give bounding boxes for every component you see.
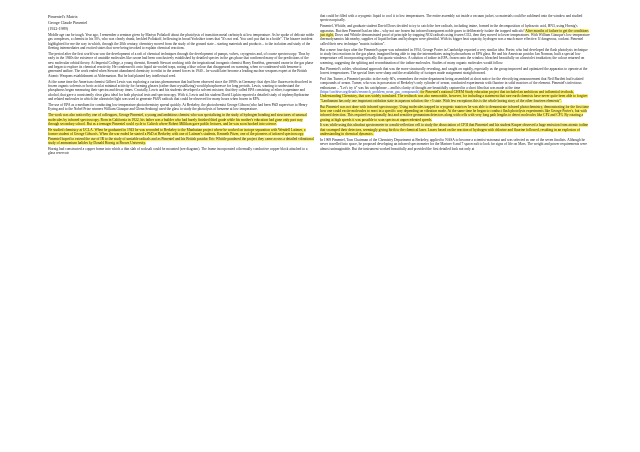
paragraph xyxy=(320,77,590,103)
paragraph xyxy=(48,103,314,112)
paragraph-text: Middle age can be tough. Year ago, I remember a seminar given by Martyn Poliakoff about the photolysis of transition metal carbonyls at low temperature. As he spoke of delicate noble gas complexes, a chemist in his 50's, who was clearly drunk, heckled Poliakoff, bellowing in broad Yorkshire tones that "It's not real. You can't put that in a bottle". The bizarre incident highlighted for me the way in which, through the 20th century, chemistry moved from the study of the ground state – starting materials and products – to the isolation and study of the fleeting intermediates and excited states that were being invoked to explain chemical reactions. xyxy=(48,32,314,50)
paragraph xyxy=(48,80,314,102)
paragraph-text: that could be filled with a cryogenic liquid to cool it to low temperatures. The entire assembly sat inside a vacuum jacket, so materials could be sublimed onto the window and studied spectroscopically. xyxy=(320,14,583,23)
document-title: Pimentel's Matrix xyxy=(48,14,78,19)
document-dates: (1922-1989) xyxy=(48,25,68,31)
paragraph xyxy=(48,147,314,156)
paragraph-text: In 1969 Pimentel, Tom Chairman of the Chemistry Department at Berkeley, applied to NASA to become a scientist-astronaut and was selected as one of the seven finalists. Although he never travelled into space, he proposed developing an infrared spectrometer for the Mariner 6 and 7 spacecraft to look for signs of life on Mars. The weight and power requirements were almost unimaginable. But the instrument worked beautifully and provided the first detailed look not only at xyxy=(320,138,587,151)
paragraph-text: But Pimentel's colder, vibrational approach that was the more structurally revealing, and caught on rapidly, especially as the group improved and optimized the apparatus to operate at the lowest temperatures. The special lines were sharp and the availability of isotopes made assignment straightforward. xyxy=(320,66,588,75)
paragraph-text: Hornig had constructed a copper frame into which a thin slab of rocksalt could be mounted (see diagram). The frame incorporated a thermally conductive copper block attached to a glass reservoir xyxy=(48,146,308,156)
paragraph xyxy=(48,128,314,145)
highlighted-text: After months of failure to get the conditions just right, xyxy=(320,28,589,37)
highlighted-text: But Pimentel was not done with infrared spectroscopy. Using molecules trapped in cryogenic matrices he was able to demonstrate infrared photochemistry, demonstrating for the first time how one could excite molecules to react in a specific way depending on vibration mode. At the same time he began to conduct flash photolysis experiments like George Porter's, but with infrared detection. This required exceptionally fast and sensitive germanium detectors along with cells with very long path lengths to detect molecules like CF2 and CF3. By rotating a grating at high speeds it was possible to scan spectra at unprecedented speeds. xyxy=(320,104,589,122)
paragraph-text: The period after the first world war saw the development of a raft of chemical techniques through the development of pumps, valves, cryogenics and, of course spectroscopy. Thus by early in the 1940s the existence of unstable molecules like ozone had been conclusively established by detailed species in the gas phase that confirmed many of the predictions of the new molecular orbital theory. At Imperial College, a young chemist, Kenneth Stewart working with the inspirational inorganic chemist Harry Emeléus, generated ozone in the gas phase and began to explore its chemical reactivity. He condensed it onto liquid air-cooled traps, noting a blue colour that disappeared on warming, when co-condensed with benzene it generated aniline. The work ended when Stewart abandoned chemistry to enlist in the armed forces in 1940 – he would later become a leading nuclear weapons expert at the British Atomic Weapons establishment at Aldermaston. But he had planted key intellectual seed. xyxy=(48,51,314,78)
document-author: George Claude Pimentel xyxy=(48,19,88,25)
paragraph-text: Prof Jim Turner, a Pimentel postdoc in the early 60's, remembers the entire department being assembled at short notice for the electrifying announcement that Neil Bartlett had isolated compounds of xenon. Turner, who was in possession of Berkeley's only cylinder of xenon, conducted experiments with fluorine in solid matrices of the element. Pimentel's infectious enthusiasm – "Let's try it" was his catchphrase – and his clarity of thought are beautifully captured in a short film that was made at the time xyxy=(320,76,584,90)
left-paragraphs xyxy=(48,33,314,156)
highlighted-text: The work was also noticed by one of colleagues, George Pimentel, a young and ambitious chemist who was specializing in the study of hydrogen bonding and structures of unusual molecules by infrared spectroscopy. Born in California in 1922, his father was a builder who had barely finished third grade while his mother's education had gone only part way through secondary school. But as a teenager Pimentel could cycle to Caltech where Robert Millikan gave public lectures, and he was soon hooked into science. xyxy=(48,113,307,126)
paragraph xyxy=(320,138,590,151)
paragraph-link[interactable]: (https://archive.org/details/research_problem_neon_gas_compounds) xyxy=(320,89,420,94)
paragraph-text: The use of EPA as a medium for conducting low temperature photochemistry spread quickly. At Berkeley, the photochemist George Gibson (who had been PhD supervisor to Henry Eyring and to the Nobel Prize winners William Giauque and Glenn Seaborg) used the glass to study the photolysis of benzene at low temperature. xyxy=(48,102,308,112)
right-column xyxy=(320,14,590,153)
paragraph xyxy=(320,67,590,76)
paragraph-text: Pimentel, Whittle, and graduate student David Dows decided to try to catch the free radicals, including imine, formed in the decomposition of hydrazoic acid, HN3, using Hornig's apparatus. But then Pimentel had an idea – why not use frozen but infrared transparent noble gases to deliberately isolate the trapped radicals? xyxy=(320,24,578,33)
paragraph xyxy=(48,52,314,78)
right-paragraphs xyxy=(320,14,590,151)
highlighted-text: He studied chemistry at UCLA. When he graduated in 1943 he was seconded to Berkeley to the Manhattan project where he worked on isotope separation with Wendell Latimer, a former student of George Gibson's. When the war ended he started a PhD at Berkeley with one of Latimer's students, Kenneth Pitzer, one of the pioneers of infrared spectroscopy. Pimentel hoped to extend the use of IR to the study of unstable radicals and as Pimentel and his British postdoc Eric Whittle pondered the project they came across a detailed vibrational study of ammonium halides by Donald Hornig at Brown University. xyxy=(48,127,314,145)
highlighted-text: It was while using this ultrafast spectrometer in a multi-reflection cell to study the dissociation of CF3I that Pimentel and his student Kasper observed a huge emission from atomic iodine that swamped their detectors, seemingly giving birth to the chemical laser. Lasers based on the reaction of hydrogen with chlorine and fluorine followed, resulting in an explosion of understanding in chemical dynamics. xyxy=(320,123,588,137)
paragraph xyxy=(320,14,590,23)
paragraph-text: At the same time the American chemist Gilbert Lewis was exploring a curious phenomenon that had been observed since the 1890's in Germany: that dyes like fluorescein dissolved in frozen organic solvents or boric acid at minimal acitivity for forming glasses (rather than crystallizing) would phosphoresce for long periods. Lewis, wanting to understand the phosphorus began measuring their spectra and decay times. Crucially, Lewis and his students developed a solvent mixture, that they called EPA consisting of ether, isopentane and alcohol, that gave a consistently clear glass ideal for both physical tests and spectroscopy. With it, Lewis and his student David Lipkin reported a detailed study of triphenylhydrazine and related molecules in which the ultraviolet light was used to generate Ph3N radicals that could be observed for many hours when frozen in EPA. xyxy=(48,79,312,101)
paragraph-text: But a mere four days after the Pimentel's paper was submitted in 1954, George Porter in Cambridge reported a very similar idea. Porter, who had developed the flash photolysis technique to study fast reactions in the gas phase, imagined being able to trap the intermediates using hydrocarbons or EPA glass. He and his American postdoc Ian Norman, built a special low temperature cell incorporating optically flat quartz windows. A solution of iodine in EPA, frozen onto the window, bleached beautifully on ultraviolet irradiation; the colour returned on warming, suggesting the splitting and recombination of the iodine molecules. Studies of many organic molecules would follow. xyxy=(320,47,588,65)
paragraph xyxy=(320,123,590,136)
highlighted-text: for Pimentel's national CHEM Study education project that included an ambitious and influential textbook, Understanding Chemistry, that was widely translated. The textbook was also memorable, however, for including a statement that rare earth chemists have never quite been able to forgive: "Lanthanum has only one important oxidation state in aqueous solution: the +3 state. With few exceptions this is the whole boring story of the other fourteen elements". xyxy=(320,89,589,103)
paragraph xyxy=(48,113,314,126)
paragraph xyxy=(320,48,590,65)
paragraph-text: Dows and Whittle demonstrated proof of principle by trapping NO2 radicals using frozen CO2, then they moved to lower temperatures. With William Giauque's low temperature thermodynamics lab nearby, supplies of liquid helium and hydrogen were plentiful. With its bigger heat capacity, hydrogen was a much more effective. If dangerous, coolant. Pimentel called their new technique "matrix isolation". xyxy=(320,32,590,46)
paragraph xyxy=(320,105,590,122)
paragraph xyxy=(320,24,590,46)
left-column xyxy=(48,14,314,157)
paragraph xyxy=(48,33,314,50)
